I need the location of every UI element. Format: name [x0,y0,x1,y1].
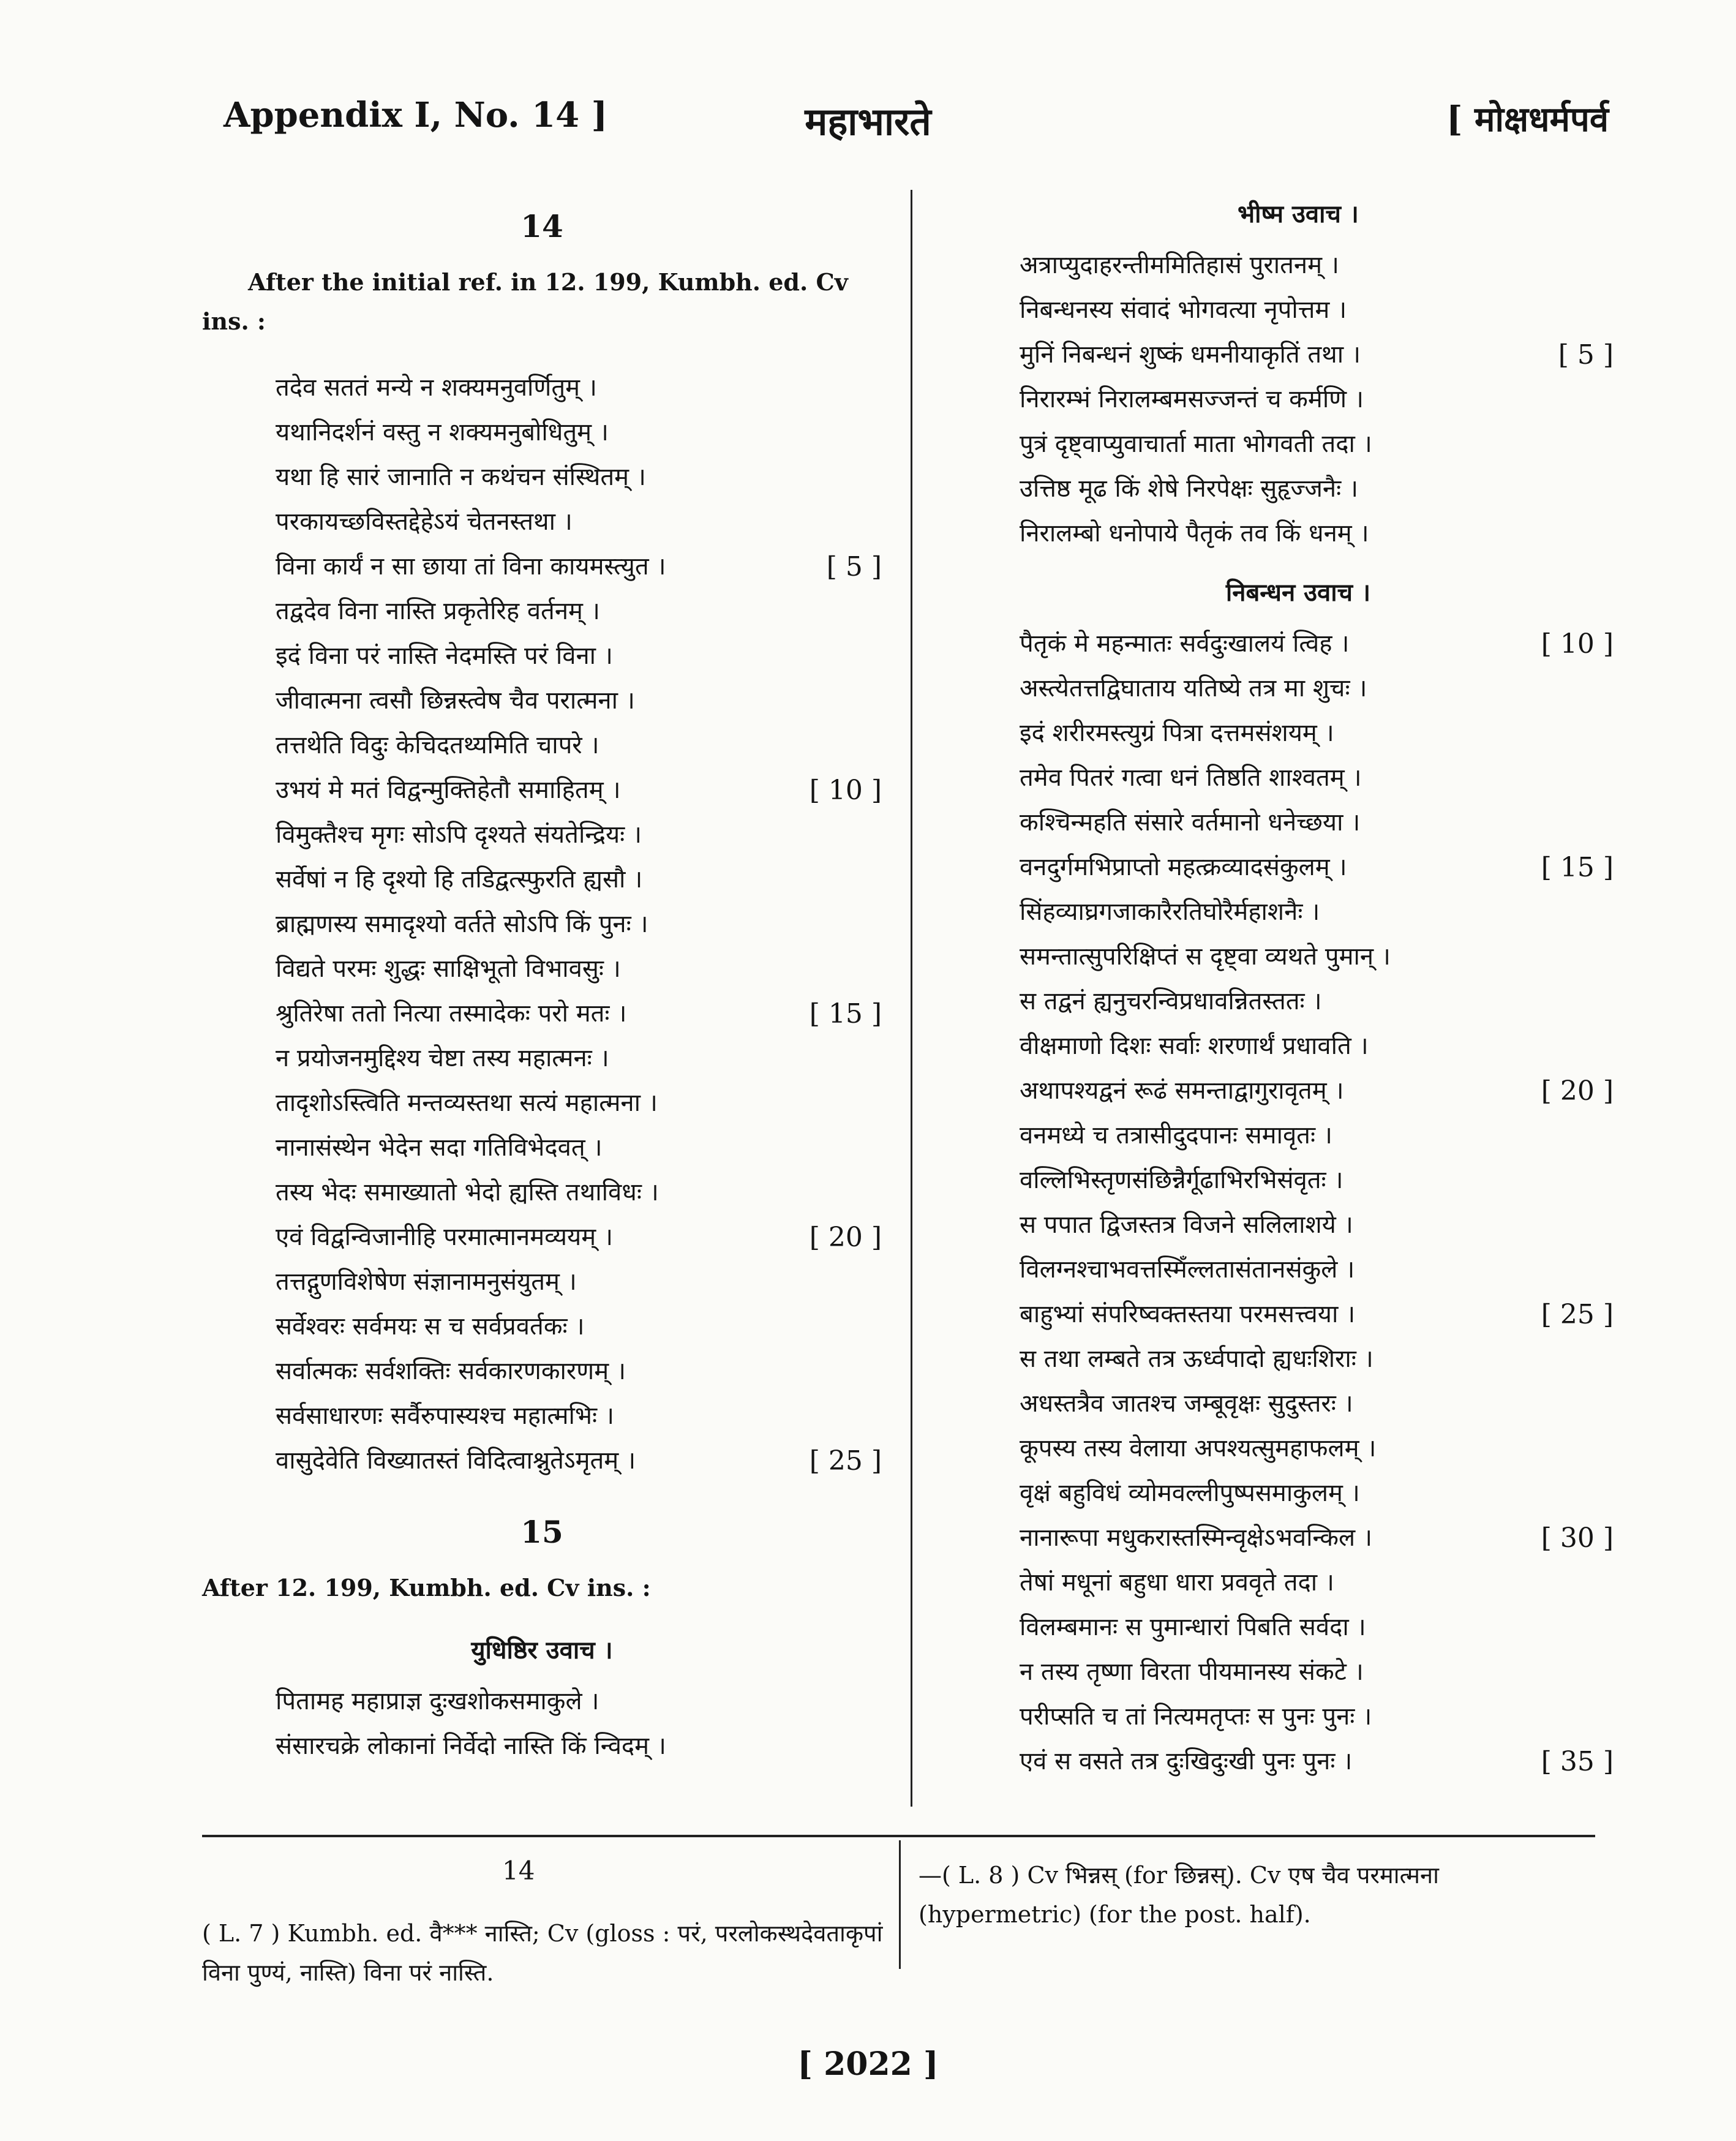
verse-line [202,1349,882,1394]
verse-text: तस्य भेदः समाख्यातो भेदो ह्यस्ति तथाविधः । [276,1178,659,1206]
verse-line [983,1158,1614,1203]
verse-text: अस्त्येतत्तद्विघाताय यतिष्ये तत्र मा शुचः । [1020,674,1367,702]
verse-line [983,1650,1614,1695]
verse-line [202,589,882,634]
verse-text: अधस्तत्रैव जातश्च जम्बूवृक्षः सुदुस्तरः । [1020,1390,1353,1418]
verse-number: [ 5 ] [826,551,882,582]
verse-line [202,947,882,991]
verse-line [202,1724,882,1769]
section-15-note: After 12. 199, Kumbh. ed. Cv ins. : [202,1574,651,1601]
verse-text: यथानिदर्शनं वस्तु न शक्यमनुबोधितुम् । [276,418,609,446]
verse-line [202,679,882,723]
verse-line [202,1081,882,1126]
header-title: महाभारते [805,99,931,144]
speaker-yudhishthira: युधिष्ठिर उवाच । [471,1636,613,1665]
verse-line [983,1337,1614,1382]
verse-number: [ 10 ] [809,775,882,806]
verse-line [983,935,1614,979]
verse-line [983,1426,1614,1471]
verse-text: पैतृकं मे महन्मातः सर्वदुःखालयं त्विह । [1020,630,1350,658]
verse-text: एवं विद्वन्विजानीहि परमात्मानमव्ययम् । [276,1223,614,1251]
verse-text: विमुक्तैश्च मृगः सोऽपि दृश्यते संयतेन्द्रियः । [276,821,642,849]
verse-line [202,1394,882,1439]
verse-line [202,1679,882,1724]
verse-line [202,902,882,947]
verse-line [202,366,882,410]
verse-text: विलग्नश्चाभवत्तस्मिँल्लतासंतानसंकुले । [1020,1255,1355,1284]
verse-line [983,333,1614,377]
verse-text: मुनिं निबन्धनं शुष्कं धमनीयाकृतिं तथा । [1020,341,1361,369]
verse-text: विद्यते परमः शुद्धः साक्षिभूतो विभावसुः । [276,955,621,983]
verse-line [202,991,882,1036]
verse-line [983,1739,1614,1784]
verse-line [202,1260,882,1304]
verse-text: नानारूपा मधुकरास्तस्मिन्वृक्षेऽभवन्किल । [1020,1524,1372,1552]
verse-text: नानासंस्थेन भेदेन सदा गतिविभेदवत् । [276,1134,603,1162]
footnote-rule [202,1835,1595,1837]
verse-line [983,1382,1614,1426]
verse-line [983,711,1614,756]
verse-text: तमेव पितरं गत्वा धनं तिष्ठति शाश्वतम् । [1020,764,1362,792]
verse-text: उभयं मे मतं विद्वन्मुक्तिहेतौ समाहितम् । [276,776,621,804]
verse-text: अथापश्यद्वनं रूढं समन्ताद्वागुरावृतम् । [1020,1077,1344,1105]
verse-text: परीप्सति च तां नित्यमतृप्तः स पुनः पुनः । [1020,1703,1372,1731]
verse-line [983,1247,1614,1292]
speaker-bhishma: भीष्म उवाच । [1238,200,1359,228]
verse-line [983,1113,1614,1158]
verse-text: तदेव सततं मन्ये न शक्यमनुवर्णितुम् । [276,374,597,402]
verse-text: निरालम्बो धनोपाये पैतृकं तव किं धनम् । [1020,519,1369,547]
verse-text: कश्चिन्महति संसारे वर्तमानो धनेच्छया । [1020,808,1361,837]
verse-line [202,723,882,768]
verse-text: तद्वदेव विना नास्ति प्रकृतेरिह वर्तनम् । [276,597,600,625]
verse-line [983,1560,1614,1605]
verse-line [983,243,1614,288]
verse-line [983,511,1614,556]
verse-text: सर्वेषां न हि दृश्यो हि तडिद्वत्स्फुरति ह्यसौ । [276,865,643,894]
verse-line [983,467,1614,511]
verse-text: ब्राह्मणस्य समादृश्यो वर्तते सोऽपि किं पुनः । [276,910,648,938]
verse-text: पितामह महाप्राज्ञ दुःखशोकसमाकुले । [276,1687,599,1715]
section-number-15: 15 [520,1514,563,1550]
verse-text: निरारम्भं निरालम्बमसज्जन्तं च कर्मणि । [1020,385,1364,413]
nibandhana-verses [983,622,1614,1784]
footnote-number: 14 [502,1856,535,1886]
section-number-14: 14 [520,208,563,244]
verse-line [983,622,1614,666]
verse-text: तेषां मधूनां बहुधा धारा प्रववृते तदा । [1020,1568,1334,1597]
verse-text: स तद्वनं ह्यनुचरन्विप्रधावन्नितस्ततः । [1020,987,1322,1015]
verse-line [202,813,882,857]
verse-line [983,1203,1614,1247]
footnote-right: —( L. 8 ) Cv भिन्नस् (for छिन्नस्). Cv एष चैव परमात्मना (hypermetric) (for the post. half). [919,1862,1439,1928]
verse-number: [ 20 ] [809,1222,882,1253]
verse-text: वनदुर्गमभिप्राप्तो महत्क्रव्यादसंकुलम् । [1020,853,1347,881]
verse-text: समन्तात्सुपरिक्षिप्तं स दृष्ट्वा व्यथते पुमान् । [1020,943,1391,971]
verse-line [202,634,882,679]
verse-text: श्रुतिरेषा ततो नित्या तस्मादेकः परो मतः । [276,999,627,1028]
verse-line [202,857,882,902]
verse-text: स पपात द्विजस्तत्र विजने सलिलाशये । [1020,1211,1353,1239]
verse-line [983,1516,1614,1560]
verse-line [202,410,882,455]
verse-text: उत्तिष्ठ मूढ किं शेषे निरपेक्षः सुहृज्जनैः । [1020,475,1359,503]
verse-line [983,1292,1614,1337]
verse-text: वल्लिभिस्तृणसंछिन्नैर्गूढाभिरभिसंवृतः । [1020,1166,1343,1194]
verse-number: [ 30 ] [1541,1522,1614,1554]
verse-text: सिंहव्याघ्रगजाकारैरतिघोरैर्महाशनैः । [1020,898,1320,926]
verse-line [202,1126,882,1170]
bhishma-verses [983,243,1614,556]
verse-line [202,455,882,500]
section-14-note: After the initial ref. in 12. 199, Kumbh. ed. Cv ins. : [202,268,848,335]
verse-text: तादृशोऽस्त्विति मन्तव्यस्तथा सत्यं महात्मना । [276,1089,658,1117]
verse-line [983,756,1614,800]
verse-line [202,1036,882,1081]
verse-line [983,1605,1614,1650]
header-parvan: [ मोक्षधर्मपर्व [1446,99,1609,140]
verse-text: जीवात्मना त्वसौ छिन्नस्त्वेष चैव परात्मना । [276,687,635,715]
verse-text: वासुदेवेति विख्यातस्तं विदित्वाश्नुतेऽमृतम् । [276,1447,636,1475]
footnote-left: ( L. 7 ) Kumbh. ed. वै*** नास्ति; Cv (gloss : परं, परलोकस्थदेवताकृपां विना पुण्यं, नास्ति) विना परं नास्ति. [202,1920,883,1986]
page-number: [ 2022 ] [797,2045,939,2083]
verse-text: न तस्य तृष्णा विरता पीयमानस्य संकटे । [1020,1658,1364,1686]
verse-number: [ 20 ] [1541,1075,1614,1107]
verse-line [983,979,1614,1024]
verse-text: विलम्बमानः स पुमान्धारां पिबति सर्वदा । [1020,1613,1366,1641]
verse-text: सर्वात्मकः सर्वशक्तिः सर्वकारणकारणम् । [276,1357,626,1385]
verse-text: बाहुभ्यां संपरिष्वक्तस्तया परमसत्त्वया । [1020,1300,1356,1328]
verse-text: वृक्षं बहुविधं व्योमवल्लीपुष्पसमाकुलम् । [1020,1479,1360,1507]
verse-text: एवं स वसते तत्र दुःखिदुःखी पुनः पुनः । [1020,1747,1353,1775]
verse-line [983,845,1614,890]
verse-text: तत्तद्गुणविशेषेण संज्ञानामनुसंयुतम् । [276,1268,577,1296]
speaker-nibandhana: निबन्धन उवाच । [1225,578,1371,607]
verse-line [983,890,1614,935]
left-column [202,184,882,1769]
verse-line [983,800,1614,845]
verse-number: [ 25 ] [1541,1299,1614,1330]
verse-line [983,1471,1614,1516]
verse-line [202,500,882,544]
verse-number: [ 25 ] [809,1445,882,1477]
verse-text: स तथा लम्बते तत्र ऊर्ध्वपादो ह्यधःशिराः । [1020,1345,1373,1373]
verse-line [983,377,1614,422]
verse-line [983,1024,1614,1069]
verse-text: वीक्षमाणो दिशः सर्वाः शरणार्थं प्रधावति । [1020,1032,1369,1060]
verse-text: न प्रयोजनमुद्दिश्य चेष्टा तस्य महात्मनः । [276,1044,609,1072]
verse-text: विना कार्यं न सा छाया तां विना कायमस्त्युत । [276,552,666,581]
verse-text: सर्वसाधारणः सर्वैरुपास्यश्च महात्मभिः । [276,1402,614,1430]
verse-text: इदं शरीरमस्त्युग्रं पित्रा दत्तमसंशयम् । [1020,719,1334,747]
right-column [983,184,1614,1784]
verse-line [202,768,882,813]
verse-line [983,666,1614,711]
verse-text: वनमध्ये च तत्रासीदुदपानः समावृतः । [1020,1121,1332,1150]
verse-text: संसारचक्रे लोकानां निर्वेदो नास्ति किं न्विदम् । [276,1732,666,1760]
verse-text: अत्राप्युदाहरन्तीममितिहासं पुरातनम् । [1020,251,1339,279]
section-15-verses [202,1679,882,1769]
verse-line [983,288,1614,333]
verse-text: निबन्धनस्य संवादं भोगवत्या नृपोत्तम । [1020,296,1347,324]
verse-line [202,1215,882,1260]
verse-text: सर्वेश्वरः सर्वमयः स च सर्वप्रवर्तकः । [276,1312,585,1341]
verse-number: [ 35 ] [1541,1746,1614,1777]
verse-number: [ 5 ] [1558,339,1614,371]
footnote-divider [899,1840,901,1969]
verse-line [202,1439,882,1483]
verse-number: [ 15 ] [809,998,882,1029]
verse-number: [ 15 ] [1541,852,1614,883]
section-14-verses [202,366,882,1483]
verse-line [202,1170,882,1215]
column-divider [911,190,912,1807]
verse-line [202,1304,882,1349]
header-appendix-ref: Appendix I, No. 14 ] [224,95,608,135]
verse-text: परकायच्छविस्तद्देहेऽयं चेतनस्तथा । [276,508,573,536]
verse-text: कूपस्य तस्य वेलाया अपश्यत्सुमहाफलम् । [1020,1434,1377,1462]
verse-text: इदं विना परं नास्ति नेदमस्ति परं विना । [276,642,613,670]
verse-line [983,1069,1614,1113]
verse-number: [ 10 ] [1541,628,1614,660]
verse-line [983,422,1614,467]
verse-text: तत्तथेति विदुः केचिदतथ्यमिति चापरे । [276,731,599,759]
verse-text: यथा हि सारं जानाति न कथंचन संस्थितम् । [276,463,646,491]
verse-line [202,544,882,589]
verse-line [983,1695,1614,1739]
verse-text: पुत्रं दृष्ट्वाप्युवाचार्ता माता भोगवती तदा । [1020,430,1372,458]
